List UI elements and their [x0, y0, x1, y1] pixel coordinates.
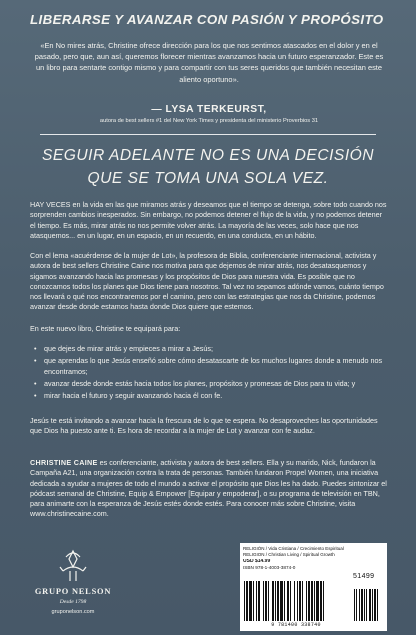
- endorsement-author-role: autora de best sellers #1 del New York Times y presidenta del ministerio Proverbios 31: [99, 118, 319, 124]
- barcode-bar: [244, 581, 245, 621]
- description-paragraph: Con el lema «acuérdense de la mujer de Lot», la profesora de Biblia, conferenciante internacional, activista y autora de best sellers Christine Caine nos motiva para que dejemos de mirar atrás, nos desatasquemos y sigamos avanzando hacia las promesas y los propósitos de Dios para nuestra vida. Es posible que no conozcamos todos los planes que Dios tiene para nosotros. Tal vez no sepamos adónde vamos, cuánto tiempo nos llevará o qué nos encontraremos por el camino, pero con las estrategias que nos da Christine, podemos avanzar desde donde estamos hasta donde Dios quiere que estemos.: [30, 251, 384, 312]
- barcode-bar: [359, 589, 360, 621]
- barcode-bar: [294, 581, 295, 621]
- barcode-bar: [280, 581, 283, 621]
- price: USD $14.99: [243, 559, 271, 564]
- barcode-bar: [263, 581, 264, 621]
- divider-line: [40, 134, 376, 135]
- barcode-bar: [258, 581, 260, 621]
- benefit-item: • avanzar desde donde estás hacia todos los planes, propósitos y promesas de Dios para tu vida; y: [30, 379, 387, 389]
- author-bio-text: es conferenciante, activista y autora de best sellers. Ella y su marido, Nick, fundaron la Campaña A21, una organización contra la trata de personas. También fundaron Propel Women, una iniciativa dedicada a ayudar a mujeres de todo el mundo a activar el propósito que Dios les ha dado. Puedes sintonizar el pódcast semanal de Christine, Equip & Empower [Equipar y empoderar], o su programa de televisión en TBN, para animarte con la esperanza de Jesús estés donde estés. Para conocer más sobre Christine, visita www.christinecaine.com.: [30, 458, 387, 519]
- barcode-bar: [299, 581, 301, 621]
- barcode-digits: 9 781400 338740: [271, 622, 321, 628]
- barcode-bar: [265, 581, 267, 621]
- barcode-bar: [256, 581, 257, 621]
- barcode-bar: [323, 581, 324, 621]
- barcode-bar: [308, 581, 310, 621]
- category-english: RELIGION / Christian Living / Spiritual Growth: [243, 552, 335, 557]
- barcode-bar: [354, 589, 355, 621]
- benefit-item: • que aprendas lo que Jesús enseñó sobre cómo desatascarte de los muchos lugares donde a menudo nos encontramos;: [30, 356, 387, 377]
- barcode-bar: [297, 581, 298, 621]
- barcode-bar: [366, 589, 367, 621]
- benefit-item: • mirar hacia el futuro y seguir avanzando hacia él con fe.: [30, 391, 387, 401]
- publisher-website: gruponelson.com: [51, 609, 95, 615]
- benefit-list: [30, 344, 387, 403]
- back-cover-title: LIBERARSE Y AVANZAR CON PASIÓN Y PROPÓSITO: [30, 12, 384, 27]
- barcode-bar: [268, 581, 269, 621]
- barcode-bar: [249, 581, 252, 621]
- barcode-bar: [290, 581, 291, 621]
- barcode-bar: [316, 581, 319, 621]
- endorsement-author: — LYSA TERKEURST,: [151, 104, 267, 115]
- barcode-bar: [314, 581, 315, 621]
- barcode-bar: [361, 589, 363, 621]
- barcode-bar: [275, 581, 276, 621]
- barcode-bar: [306, 581, 307, 621]
- barcode-bar: [374, 589, 376, 621]
- barcode-bar: [246, 581, 248, 621]
- endorsement-quote: «En No mires atrás, Christine ofrece dirección para los que nos sentimos atascados en el dolor y en el pasado, pero que, aun así, queremos florecer mientras avanzamos hacia un futuro esperanzador. Este es un libro para sentarte contigo mismo y para compartir con tus seres queridos que también necesitan este aliento oportuno».: [34, 41, 384, 84]
- author-name: CHRISTINE CAINE: [30, 458, 98, 467]
- barcode-label: [240, 543, 387, 631]
- barcode-icon: [244, 581, 384, 621]
- barcode-bar: [364, 589, 365, 621]
- barcode-bar: [253, 581, 254, 621]
- publisher-since: Desde 1798: [59, 599, 87, 605]
- headline: SEGUIR ADELANTE NO ES UNA DECISIÓN QUE SE TOMA UNA SOLA VEZ.: [41, 147, 375, 187]
- barcode-bar: [377, 589, 378, 621]
- barcode-bar: [320, 581, 322, 621]
- barcode-bar: [277, 581, 279, 621]
- barcode-bar: [369, 589, 371, 621]
- price-code: 51499: [353, 573, 375, 580]
- benefit-item: • que dejes de mirar atrás y empieces a mirar a Jesús;: [30, 344, 387, 354]
- category-spanish: RELIGIÓN / Vida Cristiana / Crecimiento Espiritual: [243, 546, 344, 551]
- isbn: ISBN 978-1-4003-3874-0: [243, 565, 296, 570]
- barcode-bar: [272, 581, 274, 621]
- barcode-bar: [287, 581, 289, 621]
- intro-paragraph: HAY VECES en la vida en las que miramos atrás y deseamos que el tiempo se detenga, sobre todo cuando nos sorprenden cambios inesperados. Sin embargo, no podemos detener el flujo de la vida, y no podemos detener el tiempo. Es más, mirar atrás no nos permite volver atrás. La mayoría de las veces, solo hace que nos atasquemos... en un lugar, en un espacio, en un recuerdo, en una conducta, en un hábito.: [30, 200, 387, 240]
- barcode-bar: [311, 581, 313, 621]
- closing-paragraph: Jesús te está invitando a avanzar hacia la frescura de lo que te espera. No desaproveches las oportunidades que Dios ha puesto ante ti. Es hora de recordar a la mujer de Lot y avanzar con fe audaz.: [30, 416, 378, 436]
- publisher-name: GRUPO NELSON: [34, 587, 112, 596]
- equip-intro: En este nuevo libro, Christine te equipará para:: [30, 324, 181, 333]
- author-bio: [30, 458, 387, 520]
- barcode-bar: [284, 581, 285, 621]
- barcode-bar: [372, 589, 373, 621]
- barcode-bar: [302, 581, 303, 621]
- barcode-bar: [356, 589, 357, 621]
- publisher-logo-icon: [30, 545, 116, 617]
